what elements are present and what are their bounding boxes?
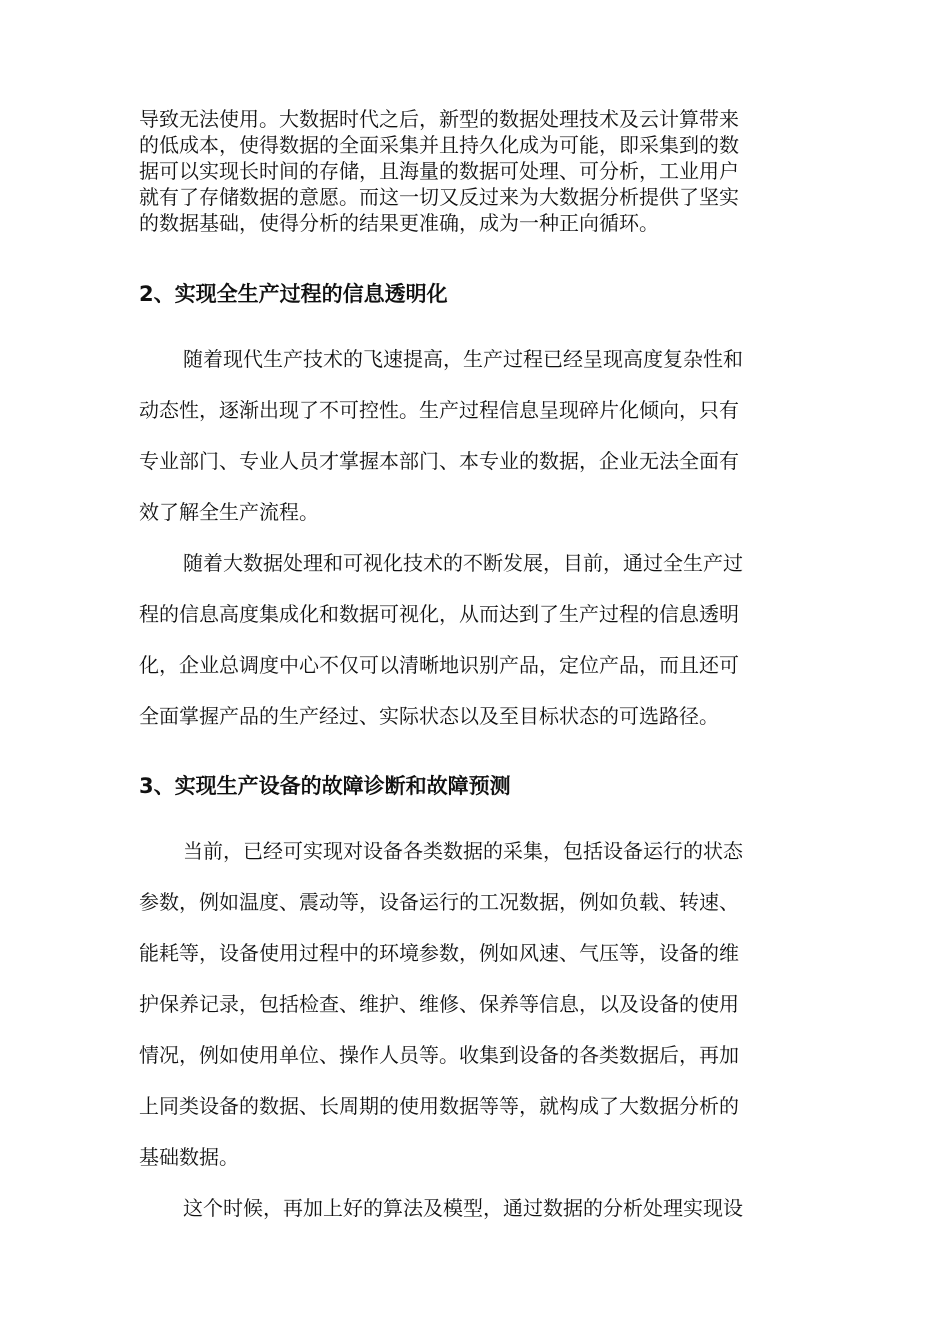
paragraph-line: 的低成本，使得数据的全面采集并且持久化成为可能，即采集到的数 <box>139 133 739 157</box>
paragraph-line: 专业部门、专业人员才掌握本部门、本专业的数据，企业无法全面有 <box>139 449 739 473</box>
paragraph-line: 导致无法使用。大数据时代之后，新型的数据处理技术及云计算带来 <box>139 107 739 131</box>
section-3-paragraph-2 <box>139 1183 819 1234</box>
paragraph-line: 据可以实现长时间的存储，且海量的数据可处理、可分析，工业用户 <box>139 159 739 183</box>
paragraph-line: 全面掌握产品的生产经过、实际状态以及至目标状态的可选路径。 <box>139 704 719 728</box>
paragraph-line: 就有了存储数据的意愿。而这一切又反过来为大数据分析提供了坚实 <box>139 185 739 209</box>
intro-paragraph <box>139 106 819 236</box>
paragraph-line: 化，企业总调度中心不仅可以清晰地识别产品，定位产品，而且还可 <box>139 653 739 677</box>
paragraph-line: 动态性，逐渐出现了不可控性。生产过程信息呈现碎片化倾向，只有 <box>139 398 739 422</box>
section-2-heading: 2、实现全生产过程的信息透明化 <box>139 282 448 306</box>
section-3-paragraph-1 <box>139 826 819 1183</box>
paragraph-line: 这个时候，再加上好的算法及模型，通过数据的分析处理实现设 <box>183 1196 743 1220</box>
paragraph-line: 上同类设备的数据、长周期的使用数据等等，就构成了大数据分析的 <box>139 1094 739 1118</box>
paragraph-line: 能耗等，设备使用过程中的环境参数，例如风速、气压等，设备的维 <box>139 941 739 965</box>
section-3-heading: 3、实现生产设备的故障诊断和故障预测 <box>139 774 511 798</box>
paragraph-line: 基础数据。 <box>139 1145 239 1169</box>
paragraph-line: 随着大数据处理和可视化技术的不断发展，目前，通过全生产过 <box>183 551 743 575</box>
paragraph-line: 程的信息高度集成化和数据可视化，从而达到了生产过程的信息透明 <box>139 602 739 626</box>
paragraph-line: 情况，例如使用单位、操作人员等。收集到设备的各类数据后，再加 <box>139 1043 739 1067</box>
paragraph-line: 参数，例如温度、震动等，设备运行的工况数据，例如负载、转速、 <box>139 890 739 914</box>
section-2-paragraph-2 <box>139 538 819 742</box>
paragraph-line: 随着现代生产技术的飞速提高，生产过程已经呈现高度复杂性和 <box>183 347 743 371</box>
paragraph-line: 的数据基础，使得分析的结果更准确，成为一种正向循环。 <box>139 211 659 235</box>
paragraph-line: 效了解全生产流程。 <box>139 500 319 524</box>
section-2-paragraph-1 <box>139 334 819 538</box>
paragraph-line: 当前，已经可实现对设备各类数据的采集，包括设备运行的状态 <box>183 839 743 863</box>
paragraph-line: 护保养记录，包括检查、维护、维修、保养等信息，以及设备的使用 <box>139 992 739 1016</box>
